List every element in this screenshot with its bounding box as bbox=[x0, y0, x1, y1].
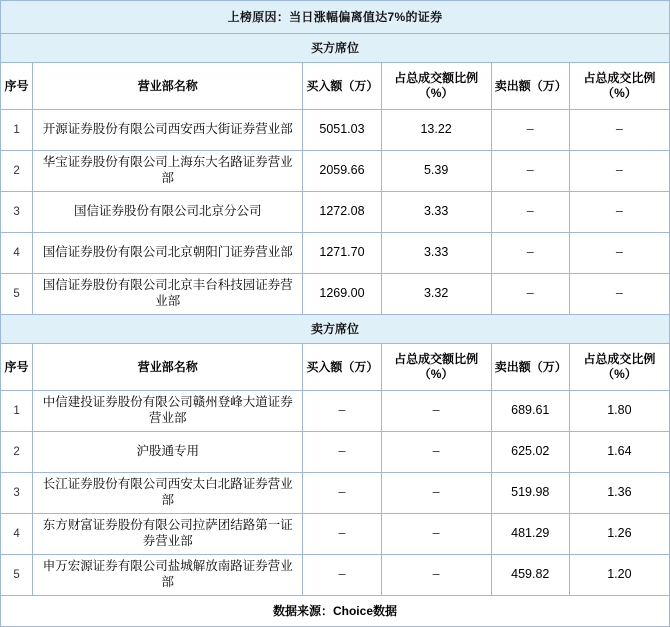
buy-header-name: 营业部名称 bbox=[33, 63, 303, 110]
table-row bbox=[1, 514, 670, 555]
buy-header-buy-pct: 占总成交额比例（%） bbox=[381, 63, 491, 110]
row-branch-name: 申万宏源证券有限公司盐城解放南路证券营业部 bbox=[33, 555, 303, 596]
row-index: 1 bbox=[1, 391, 33, 432]
row-index: 4 bbox=[1, 514, 33, 555]
section-label-sell: 卖方席位 bbox=[1, 315, 670, 344]
row-branch-name: 东方财富证券股份有限公司拉萨团结路第一证券营业部 bbox=[33, 514, 303, 555]
row-buy-amount: – bbox=[303, 473, 381, 514]
sell-header-sell-pct: 占总成交比例（%） bbox=[569, 344, 669, 391]
row-buy-amount: 5051.03 bbox=[303, 110, 381, 151]
buy-header-sell-amount: 卖出额（万） bbox=[491, 63, 569, 110]
row-buy-amount: – bbox=[303, 555, 381, 596]
row-branch-name: 国信证券股份有限公司北京分公司 bbox=[33, 192, 303, 233]
row-sell-amount: 519.98 bbox=[491, 473, 569, 514]
sell-header-buy-pct: 占总成交额比例（%） bbox=[381, 344, 491, 391]
row-index: 5 bbox=[1, 555, 33, 596]
row-buy-pct: – bbox=[381, 432, 491, 473]
sell-header-index: 序号 bbox=[1, 344, 33, 391]
row-index: 2 bbox=[1, 432, 33, 473]
row-buy-pct: – bbox=[381, 473, 491, 514]
row-sell-pct: 1.20 bbox=[569, 555, 669, 596]
row-sell-amount: – bbox=[491, 233, 569, 274]
table-row bbox=[1, 473, 670, 514]
row-sell-amount: 481.29 bbox=[491, 514, 569, 555]
table-row bbox=[1, 391, 670, 432]
buy-header-buy-amount: 买入额（万） bbox=[303, 63, 381, 110]
row-sell-amount: – bbox=[491, 274, 569, 315]
row-branch-name: 长江证券股份有限公司西安太白北路证券营业部 bbox=[33, 473, 303, 514]
buy-header-sell-pct: 占总成交比例（%） bbox=[569, 63, 669, 110]
table-row bbox=[1, 110, 670, 151]
row-index: 3 bbox=[1, 192, 33, 233]
table-row bbox=[1, 274, 670, 315]
row-sell-pct: 1.36 bbox=[569, 473, 669, 514]
row-buy-pct: 3.32 bbox=[381, 274, 491, 315]
section-header-buy bbox=[1, 34, 670, 63]
row-buy-amount: 2059.66 bbox=[303, 151, 381, 192]
table-row bbox=[1, 151, 670, 192]
row-sell-pct: 1.80 bbox=[569, 391, 669, 432]
sell-header-sell-amount: 卖出额（万） bbox=[491, 344, 569, 391]
row-sell-amount: 625.02 bbox=[491, 432, 569, 473]
row-buy-amount: 1269.00 bbox=[303, 274, 381, 315]
row-sell-pct: 1.26 bbox=[569, 514, 669, 555]
buy-header-index: 序号 bbox=[1, 63, 33, 110]
row-sell-pct: 1.64 bbox=[569, 432, 669, 473]
row-buy-pct: 13.22 bbox=[381, 110, 491, 151]
row-buy-pct: – bbox=[381, 555, 491, 596]
row-sell-amount: 459.82 bbox=[491, 555, 569, 596]
row-buy-pct: – bbox=[381, 514, 491, 555]
row-buy-pct: 3.33 bbox=[381, 192, 491, 233]
sell-header-buy-amount: 买入额（万） bbox=[303, 344, 381, 391]
row-buy-amount: – bbox=[303, 514, 381, 555]
row-buy-amount: 1272.08 bbox=[303, 192, 381, 233]
row-sell-amount: 689.61 bbox=[491, 391, 569, 432]
row-index: 1 bbox=[1, 110, 33, 151]
row-buy-pct: – bbox=[381, 391, 491, 432]
table-row bbox=[1, 233, 670, 274]
row-index: 3 bbox=[1, 473, 33, 514]
row-sell-pct: – bbox=[569, 110, 669, 151]
row-branch-name: 沪股通专用 bbox=[33, 432, 303, 473]
row-sell-amount: – bbox=[491, 192, 569, 233]
row-branch-name: 华宝证券股份有限公司上海东大名路证券营业部 bbox=[33, 151, 303, 192]
row-branch-name: 中信建投证券股份有限公司赣州登峰大道证券营业部 bbox=[33, 391, 303, 432]
row-branch-name: 国信证券股份有限公司北京朝阳门证券营业部 bbox=[33, 233, 303, 274]
row-index: 4 bbox=[1, 233, 33, 274]
sell-header-name: 营业部名称 bbox=[33, 344, 303, 391]
row-sell-pct: – bbox=[569, 151, 669, 192]
row-index: 2 bbox=[1, 151, 33, 192]
row-sell-amount: – bbox=[491, 110, 569, 151]
row-sell-pct: – bbox=[569, 233, 669, 274]
data-source-label: 数据来源：Choice数据 bbox=[1, 596, 670, 627]
row-buy-amount: – bbox=[303, 432, 381, 473]
row-buy-pct: 3.33 bbox=[381, 233, 491, 274]
table-row bbox=[1, 555, 670, 596]
section-label-buy: 买方席位 bbox=[1, 34, 670, 63]
row-index: 5 bbox=[1, 274, 33, 315]
sell-column-headers bbox=[1, 344, 670, 391]
row-buy-amount: – bbox=[303, 391, 381, 432]
row-buy-amount: 1271.70 bbox=[303, 233, 381, 274]
row-sell-pct: – bbox=[569, 274, 669, 315]
row-sell-amount: – bbox=[491, 151, 569, 192]
table-row bbox=[1, 192, 670, 233]
data-source-row bbox=[1, 596, 670, 627]
section-header-sell bbox=[1, 315, 670, 344]
buy-column-headers bbox=[1, 63, 670, 110]
row-sell-pct: – bbox=[569, 192, 669, 233]
row-branch-name: 开源证券股份有限公司西安西大街证券营业部 bbox=[33, 110, 303, 151]
table-row bbox=[1, 432, 670, 473]
report-title-row bbox=[1, 1, 670, 34]
row-branch-name: 国信证券股份有限公司北京丰台科技园证券营业部 bbox=[33, 274, 303, 315]
page-title: 上榜原因：当日涨幅偏离值达7%的证券 bbox=[1, 1, 670, 34]
row-buy-pct: 5.39 bbox=[381, 151, 491, 192]
